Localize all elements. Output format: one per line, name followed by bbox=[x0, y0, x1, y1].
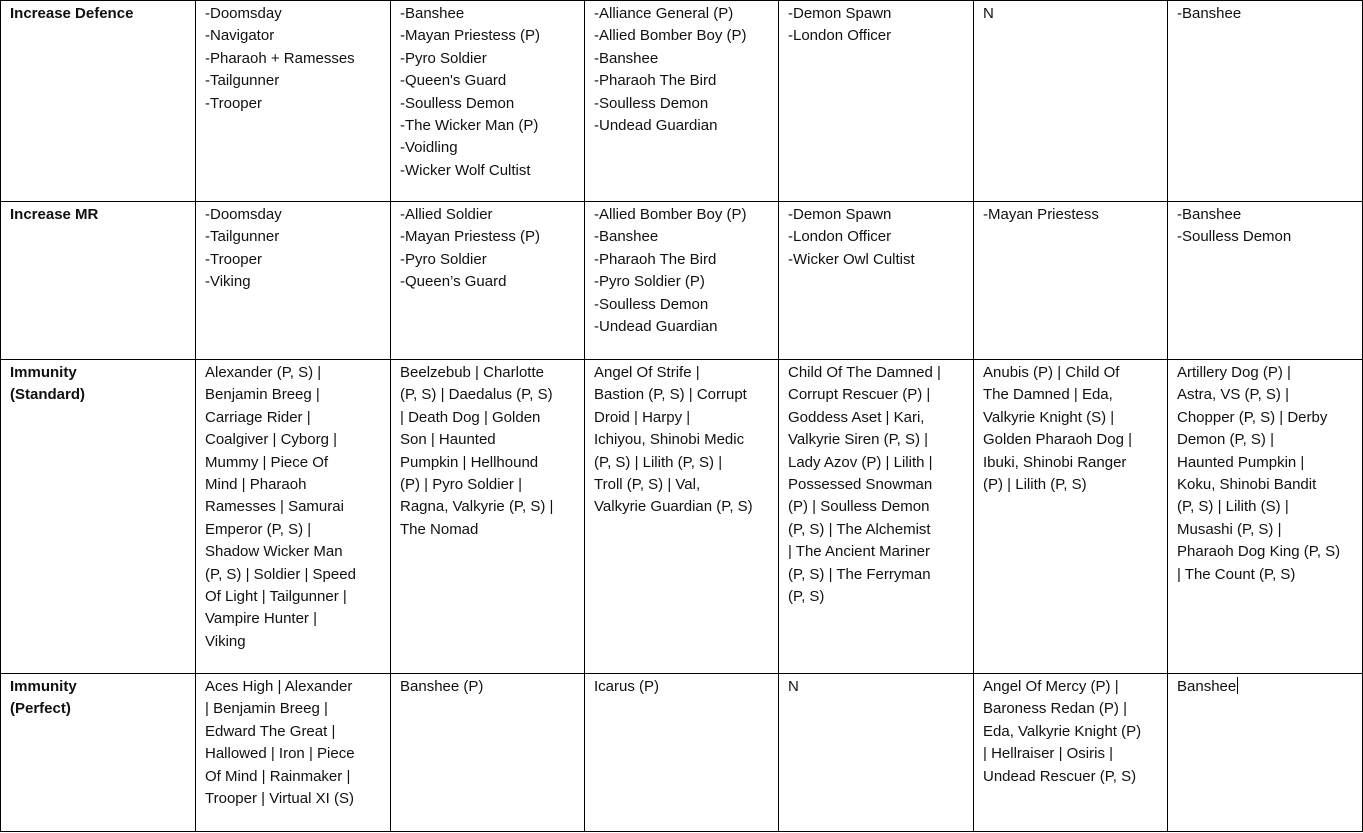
list-item: -Banshee bbox=[400, 5, 465, 22]
table-row bbox=[1, 360, 1363, 674]
table-cell[interactable] bbox=[196, 202, 391, 360]
table-cell[interactable]: N bbox=[779, 674, 974, 832]
list-item: -Pharaoh The Bird bbox=[594, 72, 717, 90]
list-item: -Banshee bbox=[594, 49, 659, 67]
list-item: -Trooper bbox=[205, 94, 262, 112]
table-cell[interactable] bbox=[974, 1, 1168, 202]
cell-text: Banshee bbox=[1177, 678, 1237, 695]
table-cell[interactable] bbox=[779, 202, 974, 360]
list-item: -Mayan Priestess bbox=[983, 206, 1099, 223]
table-cell[interactable] bbox=[1168, 202, 1363, 360]
list-item: -Mayan Priestess (P) bbox=[400, 27, 541, 45]
list-item: -Trooper bbox=[205, 250, 262, 268]
table-cell[interactable] bbox=[585, 1, 779, 202]
list-item: -Pyro Soldier (P) bbox=[594, 273, 705, 291]
table-row bbox=[1, 674, 1363, 832]
table-cell[interactable] bbox=[196, 1, 391, 202]
list-item: -Doomsday bbox=[205, 206, 282, 223]
list-item: -Pyro Soldier bbox=[400, 49, 487, 67]
list-item: -Demon Spawn bbox=[788, 5, 892, 22]
list-item: -Soulless Demon bbox=[400, 94, 515, 112]
list-item: -Tailgunner bbox=[205, 228, 280, 246]
row-label: Increase Defence bbox=[1, 1, 196, 202]
list-item: -Mayan Priestess (P) bbox=[400, 228, 541, 246]
list-item: -Undead Guardian bbox=[594, 117, 718, 135]
table-cell[interactable] bbox=[391, 1, 585, 202]
table-cell[interactable]: Anubis (P) | Child Of The Damned | Eda, Valkyrie Knight (S) | Golden Pharaoh Dog | Ibuki, Shinobi Ranger (P) | Lilith (P, S) bbox=[974, 360, 1168, 674]
list-item: -London Officer bbox=[788, 27, 892, 45]
table-row bbox=[1, 1, 1363, 202]
table-cell[interactable]: Aces High | Alexander | Benjamin Breeg | Edward The Great | Hallowed | Iron | Piece Of Mind | Rainmaker | Trooper | Virtual XI (S) bbox=[196, 674, 391, 832]
table-cell[interactable]: Angel Of Mercy (P) | Baroness Redan (P) | Eda, Valkyrie Knight (P) | Hellraiser | Osiris | Undead Rescuer (P, S) bbox=[974, 674, 1168, 832]
table-cell[interactable]: Alexander (P, S) | Benjamin Breeg | Carriage Rider | Coalgiver | Cyborg | Mummy | Piece Of Mind | Pharaoh Ramesses | Samurai Emperor (P, S) | Shadow Wicker Man (P, S) | Soldier | Speed Of Light | Tailgunner | Vampire Hunter | Viking bbox=[196, 360, 391, 674]
table-cell[interactable]: Beelzebub | Charlotte (P, S) | Daedalus (P, S) | Death Dog | Golden Son | Haunted Pumpkin | Hellhound (P) | Pyro Soldier | Ragna, Valkyrie (P, S) | The Nomad bbox=[391, 360, 585, 674]
list-item: -Pharaoh + Ramesses bbox=[205, 49, 355, 67]
row-label: Immunity (Standard) bbox=[1, 360, 196, 674]
table-cell[interactable] bbox=[1168, 1, 1363, 202]
list-item: -Wicker Owl Cultist bbox=[788, 250, 915, 268]
table-cell[interactable]: Icarus (P) bbox=[585, 674, 779, 832]
list-item: -The Wicker Man (P) bbox=[400, 117, 539, 135]
list-item: -Banshee bbox=[1177, 206, 1242, 223]
table-cell[interactable] bbox=[585, 202, 779, 360]
table-cell[interactable]: Child Of The Damned | Corrupt Rescuer (P) | Goddess Aset | Kari, Valkyrie Siren (P, S) | Lady Azov (P) | Lilith | Possessed Snowman (P) | Soulless Demon (P, S) | The Alchemist | The Ancient Mariner (P, S) | The Ferryman (P, S) bbox=[779, 360, 974, 674]
text-cursor bbox=[1237, 677, 1238, 694]
list-item: -Allied Bomber Boy (P) bbox=[594, 27, 747, 45]
row-label: Immunity (Perfect) bbox=[1, 674, 196, 832]
list-item: -Alliance General (P) bbox=[594, 5, 734, 22]
list-item: -Queen's Guard bbox=[400, 72, 507, 90]
list-item: -Demon Spawn bbox=[788, 206, 892, 223]
table-cell[interactable]: Artillery Dog (P) | Astra, VS (P, S) | Chopper (P, S) | Derby Demon (P, S) | Haunted Pumpkin | Koku, Shinobi Bandit (P, S) | Lilith (S) | Musashi (P, S) | Pharaoh Dog King (P, S) | The Count (P, S) bbox=[1168, 360, 1363, 674]
table-cell[interactable] bbox=[391, 202, 585, 360]
list-item: -Banshee bbox=[1177, 5, 1242, 22]
table-cell[interactable] bbox=[974, 202, 1168, 360]
list-item: -Allied Bomber Boy (P) bbox=[594, 206, 747, 223]
list-item: -Voidling bbox=[400, 139, 458, 157]
list-item: -Wicker Wolf Cultist bbox=[400, 161, 531, 179]
list-item: -Navigator bbox=[205, 27, 275, 45]
list-item: -Doomsday bbox=[205, 5, 282, 22]
list-item: N bbox=[983, 5, 994, 22]
list-item: -Undead Guardian bbox=[594, 318, 718, 336]
table-cell[interactable] bbox=[779, 1, 974, 202]
list-item: -Pyro Soldier bbox=[400, 250, 487, 268]
list-item: -Soulless Demon bbox=[1177, 228, 1292, 246]
list-item: -Pharaoh The Bird bbox=[594, 250, 717, 268]
table-cell[interactable]: Banshee (P) bbox=[391, 674, 585, 832]
list-item: -Soulless Demon bbox=[594, 295, 709, 313]
table-row bbox=[1, 202, 1363, 360]
list-item: -London Officer bbox=[788, 228, 892, 246]
list-item: -Tailgunner bbox=[205, 72, 280, 90]
table-cell[interactable] bbox=[1168, 674, 1363, 832]
table-cell[interactable]: Angel Of Strife | Bastion (P, S) | Corrupt Droid | Harpy | Ichiyou, Shinobi Medic (P, S) | Lilith (P, S) | Troll (P, S) | Val, Valkyrie Guardian (P, S) bbox=[585, 360, 779, 674]
list-item: -Viking bbox=[205, 273, 251, 291]
list-item: -Banshee bbox=[594, 228, 659, 246]
list-item: -Soulless Demon bbox=[594, 94, 709, 112]
list-item: -Queen’s Guard bbox=[400, 273, 507, 291]
row-label: Increase MR bbox=[1, 202, 196, 360]
list-item: -Allied Soldier bbox=[400, 206, 493, 223]
